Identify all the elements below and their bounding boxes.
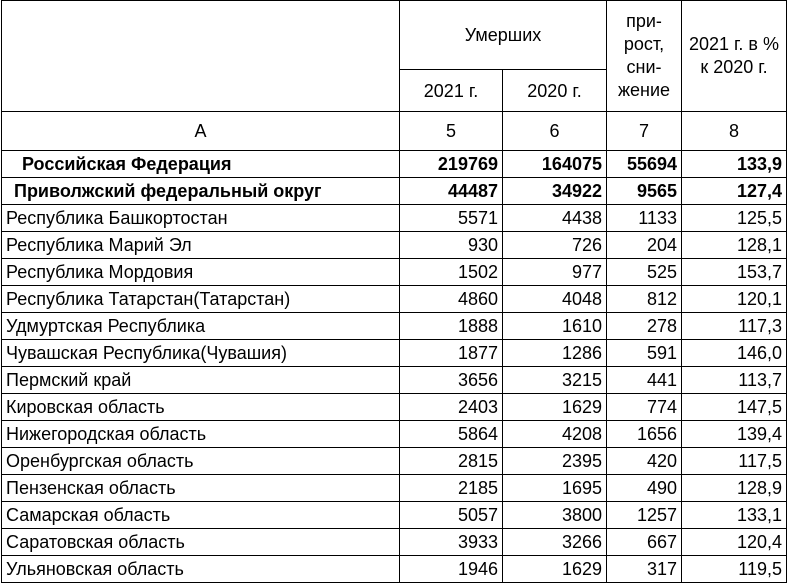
deaths-2021: 1502	[400, 259, 503, 286]
deaths-2021: 2185	[400, 475, 503, 502]
deaths-2020: 1610	[503, 313, 607, 340]
region-name: Российская Федерация	[2, 151, 400, 178]
table-row	[2, 394, 787, 421]
region-name: Удмуртская Республика	[2, 313, 400, 340]
region-name: Пермский край	[2, 367, 400, 394]
growth-value: 204	[607, 232, 682, 259]
deaths-2020: 1286	[503, 340, 607, 367]
deaths-2020: 4048	[503, 286, 607, 313]
deaths-2021: 5571	[400, 205, 503, 232]
percent-value: 139,4	[682, 421, 787, 448]
region-name: Нижегородская область	[2, 421, 400, 448]
percent-value: 119,5	[682, 556, 787, 583]
region-name: Республика Башкортостан	[2, 205, 400, 232]
percent-value: 127,4	[682, 178, 787, 205]
deaths-2020: 4438	[503, 205, 607, 232]
header-deaths: Умерших	[400, 1, 607, 70]
percent-value: 117,3	[682, 313, 787, 340]
table-row	[2, 556, 787, 583]
deaths-2021: 5864	[400, 421, 503, 448]
deaths-2020: 3215	[503, 367, 607, 394]
growth-value: 317	[607, 556, 682, 583]
region-name: Ульяновская область	[2, 556, 400, 583]
growth-value: 441	[607, 367, 682, 394]
deaths-2020: 164075	[503, 151, 607, 178]
deaths-2021: 2815	[400, 448, 503, 475]
deaths-2020: 3800	[503, 502, 607, 529]
table-row	[2, 475, 787, 502]
deaths-2020: 1629	[503, 394, 607, 421]
deaths-2020: 34922	[503, 178, 607, 205]
deaths-2021: 1946	[400, 556, 503, 583]
deaths-2021: 3933	[400, 529, 503, 556]
region-name: Чувашская Республика(Чувашия)	[2, 340, 400, 367]
growth-value: 9565	[607, 178, 682, 205]
deaths-2021: 1877	[400, 340, 503, 367]
growth-value: 812	[607, 286, 682, 313]
header-region-cell	[2, 1, 400, 112]
index-cell-6: 6	[503, 112, 607, 151]
region-name: Республика Марий Эл	[2, 232, 400, 259]
header-2020: 2020 г.	[503, 70, 607, 112]
deaths-2020: 3266	[503, 529, 607, 556]
region-name: Оренбургская область	[2, 448, 400, 475]
table-row	[2, 313, 787, 340]
header-2021: 2021 г.	[400, 70, 503, 112]
region-name: Пензенская область	[2, 475, 400, 502]
table-row	[2, 178, 787, 205]
growth-value: 774	[607, 394, 682, 421]
region-name: Саратовская область	[2, 529, 400, 556]
percent-value: 113,7	[682, 367, 787, 394]
deaths-2021: 219769	[400, 151, 503, 178]
percent-value: 125,5	[682, 205, 787, 232]
region-name: Республика Мордовия	[2, 259, 400, 286]
table-row	[2, 421, 787, 448]
growth-value: 490	[607, 475, 682, 502]
table-row	[2, 367, 787, 394]
percent-value: 133,9	[682, 151, 787, 178]
percent-value: 147,5	[682, 394, 787, 421]
deaths-2021: 4860	[400, 286, 503, 313]
growth-value: 591	[607, 340, 682, 367]
percent-value: 146,0	[682, 340, 787, 367]
table-row	[2, 232, 787, 259]
mortality-table	[1, 0, 787, 583]
table-row	[2, 286, 787, 313]
percent-value: 133,1	[682, 502, 787, 529]
deaths-2020: 1695	[503, 475, 607, 502]
percent-value: 120,4	[682, 529, 787, 556]
table-row	[2, 205, 787, 232]
deaths-2021: 1888	[400, 313, 503, 340]
table-row	[2, 259, 787, 286]
region-name: Республика Татарстан(Татарстан)	[2, 286, 400, 313]
header-growth: при-рост, сни-жение	[607, 1, 682, 112]
growth-value: 1257	[607, 502, 682, 529]
deaths-2021: 2403	[400, 394, 503, 421]
deaths-2020: 2395	[503, 448, 607, 475]
deaths-2020: 1629	[503, 556, 607, 583]
region-name: Приволжский федеральный округ	[2, 178, 400, 205]
growth-value: 667	[607, 529, 682, 556]
deaths-2020: 4208	[503, 421, 607, 448]
table-row	[2, 448, 787, 475]
table-row	[2, 529, 787, 556]
index-cell-8: 8	[682, 112, 787, 151]
region-name: Самарская область	[2, 502, 400, 529]
deaths-2020: 977	[503, 259, 607, 286]
table-row	[2, 340, 787, 367]
growth-value: 1133	[607, 205, 682, 232]
index-cell-a: А	[2, 112, 400, 151]
growth-value: 278	[607, 313, 682, 340]
deaths-2021: 44487	[400, 178, 503, 205]
percent-value: 153,7	[682, 259, 787, 286]
deaths-2021: 930	[400, 232, 503, 259]
growth-value: 420	[607, 448, 682, 475]
growth-value: 525	[607, 259, 682, 286]
index-cell-7: 7	[607, 112, 682, 151]
deaths-2021: 3656	[400, 367, 503, 394]
percent-value: 128,9	[682, 475, 787, 502]
region-name: Кировская область	[2, 394, 400, 421]
deaths-2021: 5057	[400, 502, 503, 529]
index-cell-5: 5	[400, 112, 503, 151]
growth-value: 1656	[607, 421, 682, 448]
header-percent: 2021 г. в % к 2020 г.	[682, 1, 787, 112]
table-row	[2, 502, 787, 529]
percent-value: 117,5	[682, 448, 787, 475]
table-row	[2, 151, 787, 178]
growth-value: 55694	[607, 151, 682, 178]
percent-value: 120,1	[682, 286, 787, 313]
deaths-2020: 726	[503, 232, 607, 259]
percent-value: 128,1	[682, 232, 787, 259]
